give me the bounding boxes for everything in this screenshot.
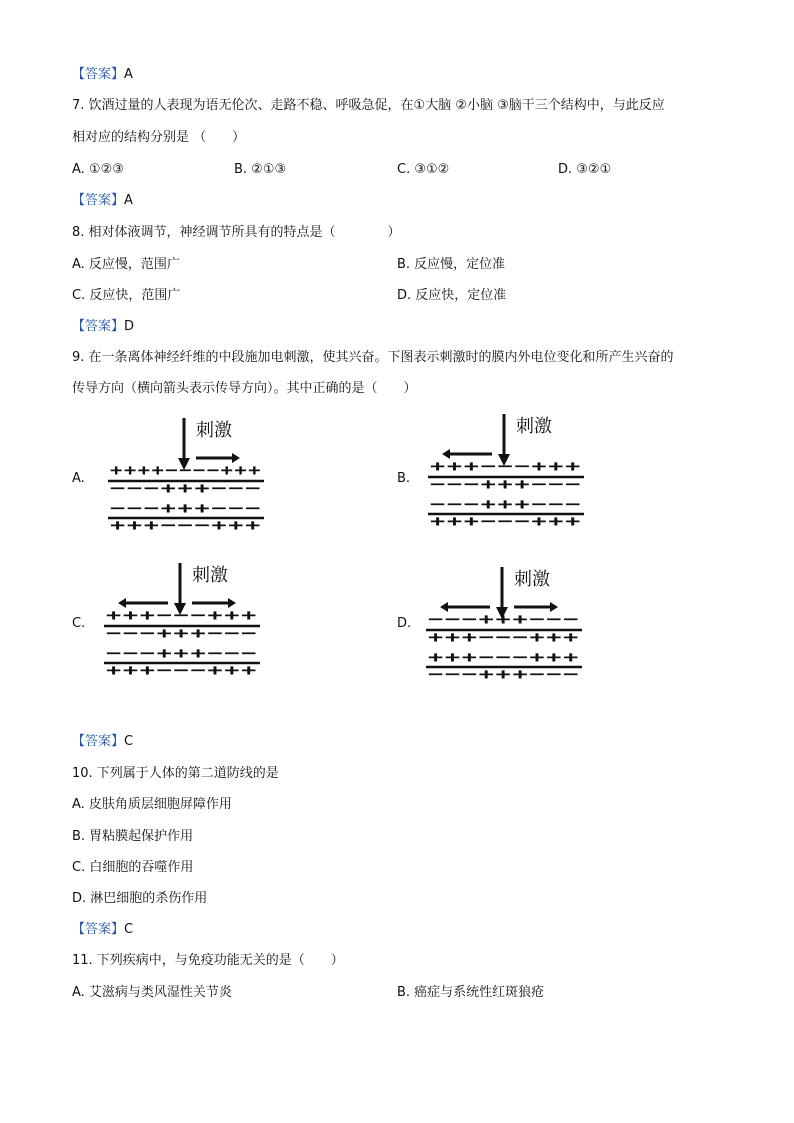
- q10-option-a: A. 皮肤角质层细胞屏障作用: [72, 797, 232, 812]
- charge-row: −−−+++−−−: [106, 624, 258, 642]
- question-7-line-2: 相对应的结构分别是 （ ）: [72, 130, 246, 145]
- answer-value: A: [124, 67, 133, 82]
- charge-row: +++−−−+++: [428, 648, 580, 666]
- question-7-line-1: 7. 饮酒过量的人表现为语无伦次、走路不稳、呼吸急促，在①大脑 ②小脑 ③脑干三个结构中，与此反应: [72, 98, 665, 113]
- nerve-figure-a: [102, 412, 272, 537]
- q7-option-c: C. ③①②: [397, 162, 450, 177]
- answer-line: [72, 921, 133, 939]
- answer-line: [72, 66, 133, 84]
- question-11-stem: 11. 下列疾病中，与免疫功能无关的是（ ）: [72, 953, 344, 968]
- figure-c-label: C.: [72, 616, 86, 631]
- q7-option-d: D. ③②①: [558, 162, 612, 177]
- answer-line: [72, 192, 133, 210]
- charge-row: +++−−−+++: [106, 606, 258, 624]
- answer-label: 【答案】: [72, 922, 125, 937]
- figure-b-label: B.: [397, 471, 411, 486]
- q7-option-b: B. ②①③: [234, 162, 287, 177]
- charge-row: −−−+++−−−: [106, 644, 258, 662]
- q11-option-a: A. 艾滋病与类风湿性关节炎: [72, 985, 232, 1000]
- stimulus-label: 刺激: [516, 416, 552, 437]
- answer-line: [72, 318, 134, 336]
- answer-value: C: [124, 734, 134, 749]
- answer-line: [72, 733, 133, 751]
- answer-value: C: [124, 922, 134, 937]
- charge-row: +++−−−+++: [106, 661, 258, 679]
- q10-option-b: B. 胃粘膜起保护作用: [72, 829, 194, 844]
- answer-label: 【答案】: [72, 319, 125, 334]
- q7-option-a: A. ①②③: [72, 162, 124, 177]
- q8-option-c: C. 反应快，范围广: [72, 288, 181, 303]
- question-9-line-1: 9. 在一条离体神经纤维的中段施加电刺激，使其兴奋。下图表示刺激时的膜内外电位变化和所产生兴奋的: [72, 350, 674, 365]
- charge-row: +++−−−+++: [430, 512, 582, 530]
- q10-option-c: C. 白细胞的吞噬作用: [72, 860, 194, 875]
- answer-value: D: [124, 319, 135, 334]
- answer-label: 【答案】: [72, 734, 125, 749]
- charge-row: +++−−−+++: [428, 628, 580, 646]
- q8-option-d: D. 反应快，定位准: [397, 288, 507, 303]
- answer-label: 【答案】: [72, 193, 125, 208]
- q10-option-d: D. 淋巴细胞的杀伤作用: [72, 891, 208, 906]
- question-8-stem: 8. 相对体液调节，神经调节所具有的特点是（ ）: [72, 225, 401, 240]
- figure-a-label: A.: [72, 471, 85, 486]
- answer-value: A: [124, 193, 133, 208]
- charge-row: −−−+++−−−: [428, 665, 580, 683]
- stimulus-label: 刺激: [196, 420, 232, 441]
- charge-row: −−−+++−−−: [430, 495, 582, 513]
- question-9-line-2: 传导方向（横向箭头表示传导方向）。其中正确的是（ ）: [72, 381, 417, 396]
- stimulus-label: 刺激: [514, 569, 550, 590]
- charge-row: −−−+++−−−: [110, 499, 262, 517]
- q8-option-b: B. 反应慢，定位准: [397, 257, 506, 272]
- answer-label: 【答案】: [72, 67, 125, 82]
- nerve-figure-b: [422, 408, 592, 533]
- q8-option-a: A. 反应慢，范围广: [72, 257, 180, 272]
- charge-row: −−−+++−−−: [430, 475, 582, 493]
- charge-row: +++−−−+++: [430, 457, 582, 475]
- charge-row: −−−+++−−−: [428, 610, 580, 628]
- figure-d-label: D.: [397, 616, 412, 631]
- charge-row: ++++−−−−+++: [110, 461, 262, 479]
- stimulus-label: 刺激: [192, 565, 228, 586]
- nerve-figure-d: [420, 561, 590, 686]
- nerve-figure-c: [98, 557, 268, 682]
- charge-row: +++−−−+++: [110, 516, 262, 534]
- question-10-stem: 10. 下列属于人体的第二道防线的是: [72, 766, 279, 781]
- q11-option-b: B. 癌症与系统性红斑狼疮: [397, 985, 545, 1000]
- charge-row: −−−+++−−−: [110, 479, 262, 497]
